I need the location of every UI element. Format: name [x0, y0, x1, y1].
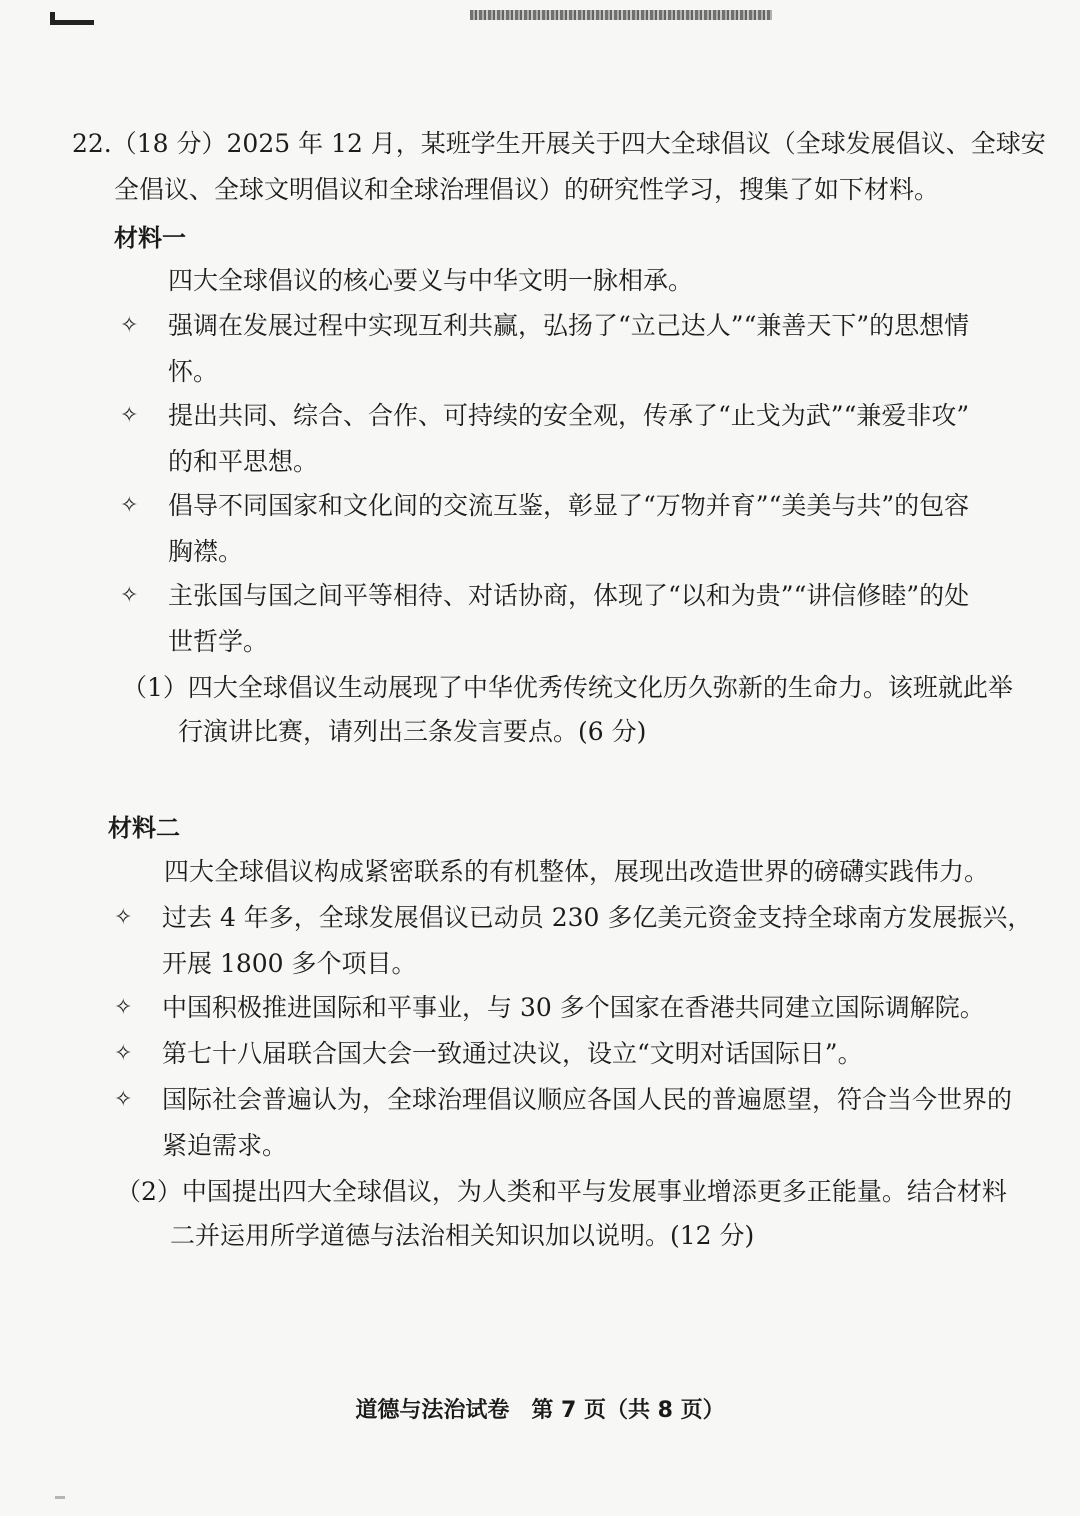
bullet-icon: ✧	[120, 583, 139, 608]
sub-question-2-line-1: （2）中国提出四大全球倡议，为人类和平与发展事业增添更多正能量。结合材料	[116, 1177, 1007, 1206]
material2-item-4-line-2: 紧迫需求。	[162, 1131, 288, 1160]
material1-intro: 四大全球倡议的核心要义与中华文明一脉相承。	[168, 266, 694, 295]
material2-item-3-line-1: 第七十八届联合国大会一致通过决议，设立“文明对话国际日”。	[162, 1039, 863, 1068]
material2-item-1-line-1: 过去 4 年多，全球发展倡议已动员 230 多亿美元资金支持全球南方发展振兴，	[162, 903, 1033, 932]
sub-question-2-line-2: 二并运用所学道德与法治相关知识加以说明。(12 分)	[170, 1221, 755, 1250]
question-line-2: 全倡议、全球文明倡议和全球治理倡议）的研究性学习，搜集了如下材料。	[114, 175, 940, 204]
material1-heading: 材料一	[114, 224, 186, 252]
bullet-icon: ✧	[114, 1041, 133, 1066]
material1-item-2-line-2: 的和平思想。	[168, 447, 319, 476]
material1-item-3-line-1: 倡导不同国家和文化间的交流互鉴，彰显了“万物并育”“美美与共”的包容	[168, 491, 970, 520]
bullet-icon: ✧	[120, 493, 139, 518]
material1-item-3-line-2: 胸襟。	[168, 537, 244, 566]
material2-intro: 四大全球倡议构成紧密联系的有机整体，展现出改造世界的磅礴实践伟力。	[164, 857, 990, 886]
material2-item-2-line-1: 中国积极推进国际和平事业，与 30 多个国家在香港共同建立国际调解院。	[162, 993, 985, 1022]
bullet-icon: ✧	[114, 1087, 133, 1112]
material2-item-1-line-2: 开展 1800 多个项目。	[162, 949, 417, 978]
material1-item-1-line-2: 怀。	[168, 357, 219, 386]
scan-binding-strip	[470, 10, 772, 20]
material2-item-4-line-1: 国际社会普遍认为，全球治理倡议顺应各国人民的普遍愿望，符合当今世界的	[162, 1085, 1013, 1114]
scan-dust-mark	[55, 1496, 65, 1499]
scan-corner-mark	[50, 20, 94, 25]
page-footer: 道德与法治试卷 第 7 页（共 8 页）	[355, 1398, 725, 1423]
material2-heading: 材料二	[108, 814, 180, 842]
bullet-icon: ✧	[114, 995, 133, 1020]
sub-question-1-line-2: 行演讲比赛，请列出三条发言要点。(6 分)	[178, 717, 647, 746]
material1-item-2-line-1: 提出共同、综合、合作、可持续的安全观，传承了“止戈为武”“兼爱非攻”	[168, 401, 970, 430]
material1-item-4-line-2: 世哲学。	[168, 627, 269, 656]
question-line-1: 22.（18 分）2025 年 12 月，某班学生开展关于四大全球倡议（全球发展倡议、全球安	[72, 129, 1046, 158]
bullet-icon: ✧	[120, 313, 139, 338]
material1-item-1-line-1: 强调在发展过程中实现互利共赢，弘扬了“立己达人”“兼善天下”的思想情	[168, 311, 970, 340]
bullet-icon: ✧	[114, 905, 133, 930]
material1-item-4-line-1: 主张国与国之间平等相待、对话协商，体现了“以和为贵”“讲信修睦”的处	[168, 581, 970, 610]
bullet-icon: ✧	[120, 403, 139, 428]
sub-question-1-line-1: （1）四大全球倡议生动展现了中华优秀传统文化历久弥新的生命力。该班就此举	[122, 673, 1013, 702]
